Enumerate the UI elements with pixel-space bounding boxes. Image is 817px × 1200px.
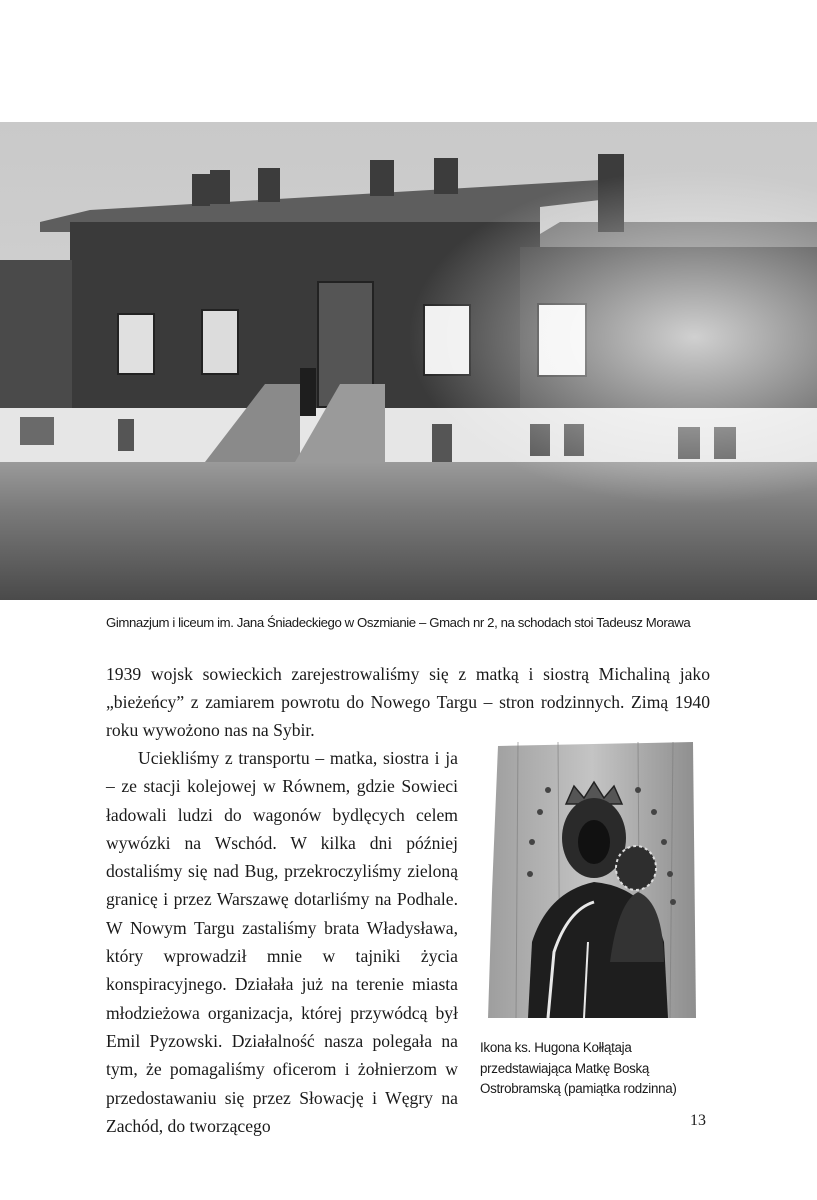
icon-painting-photo bbox=[488, 742, 700, 1018]
body-text-column bbox=[106, 744, 458, 1140]
photo-caption: Gimnazjum i liceum im. Jana Śniadeckiego w Oszmianie – Gmach nr 2, na schodach stoi Tadeusz Morawa bbox=[106, 615, 691, 630]
paragraph-2: Uciekliśmy z transportu – matka, siostra i ja – ze stacji kolejowej w Równem, gdzie Sowieci ładowali ludzi do wagonów bydlęcych celem wywózki na Wschód. W kilka dni później dostaliśmy się nad Bug, przekroczyliśmy zieloną granicę i przez Warszawę dotarliśmy na Podhale. W Nowym Targu zastaliśmy brata Władysława, który wprowadził mnie w tajniki życia konspiracyjnego. Działała już na terenie miasta młodzieżowa organizacja, której przywódcą był Emil Pyzowski. Działalność nasza polegała na tym, że pomagaliśmy oficerom i żołnierzom w przedostawaniu się przez Słowację i Węgry na Zachód, do tworzącego bbox=[106, 748, 458, 1136]
page-number: 13 bbox=[690, 1112, 706, 1129]
icon-caption: Ikona ks. Hugona Kołłątaja przedstawiająca Matkę Boską Ostrobramską (pamiątka rodzinna) bbox=[480, 1040, 677, 1096]
school-building-photo bbox=[0, 122, 817, 600]
body-text-top bbox=[106, 660, 710, 744]
paragraph-1: 1939 wojsk sowieckich zarejestrowaliśmy się z matką i siostrą Michaliną jako „bieżeńcy” z zamiarem powrotu do Nowego Targu – stron rodzinnych. Zimą 1940 roku wywożono nas na Sybir. bbox=[106, 664, 710, 741]
